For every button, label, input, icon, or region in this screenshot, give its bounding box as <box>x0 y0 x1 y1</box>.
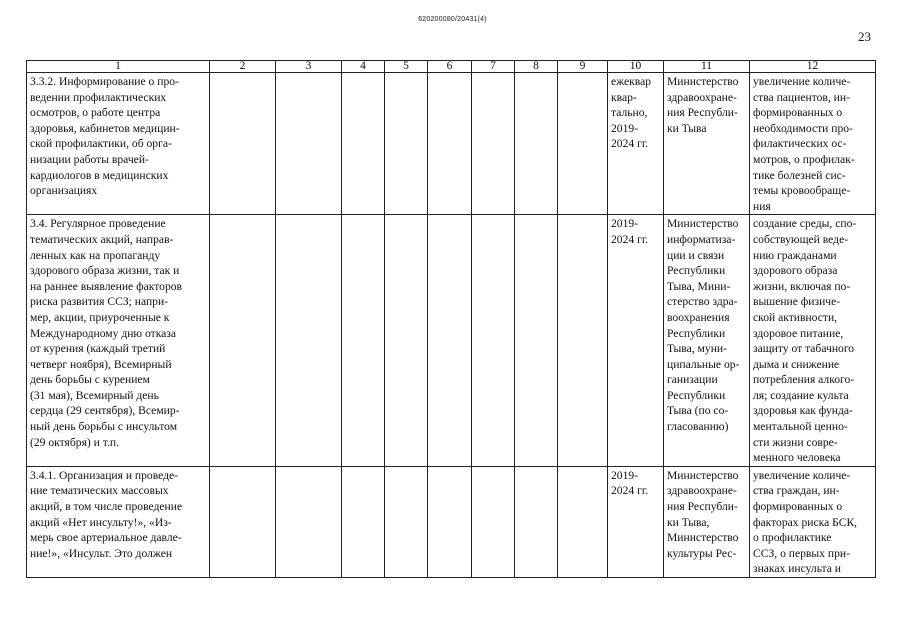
table-cell <box>472 466 515 577</box>
column-header: 12 <box>750 61 876 73</box>
result-cell: создание среды, спо- собствующей веде- нию гражданами здорового образа жизни, включая по- вышение физиче- ской активности, здоровое питание, защиту от табачного дыма и снижение потребления алкого- ля; создание культа здоровья как фунда- ментальной ценно- сти жизни совре- менного человека <box>750 215 876 467</box>
period-cell: 2019- 2024 гг. <box>608 466 664 577</box>
table-cell <box>210 73 276 215</box>
column-header: 9 <box>558 61 608 73</box>
table-cell <box>385 73 428 215</box>
table-cell <box>515 466 558 577</box>
table-cell <box>276 215 342 467</box>
table-cell <box>558 466 608 577</box>
column-header: 3 <box>276 61 342 73</box>
table-cell <box>428 215 472 467</box>
table-row <box>27 73 876 215</box>
responsible-cell: Министерство информатиза- ции и связи Республики Тыва, Мини- стерство здра- воохранения Республики Тыва, муни- ципальные ор- ганизации Республики Тыва (по со- гласованию) <box>664 215 750 467</box>
measures-table <box>26 60 876 578</box>
table-cell <box>428 466 472 577</box>
table-cell <box>210 466 276 577</box>
column-header: 1 <box>27 61 210 73</box>
column-header: 6 <box>428 61 472 73</box>
table-cell <box>515 215 558 467</box>
table-cell <box>558 215 608 467</box>
column-header: 10 <box>608 61 664 73</box>
responsible-cell: Министерство здравоохране- ния Республи- ки Тыва <box>664 73 750 215</box>
document-code: 620200080/20431(4) <box>418 16 487 23</box>
table-cell <box>342 73 385 215</box>
column-header: 7 <box>472 61 515 73</box>
period-cell: ежеквар квар- тально, 2019- 2024 гг. <box>608 73 664 215</box>
table-row <box>27 466 876 577</box>
measure-description: 3.3.2. Информирование о про- ведении профилактических осмотров, о работе центра здоровья, кабинетов медицин- ской профилактики, об орга- низации работы врачей- кардиологов в медицинских организациях <box>27 73 210 215</box>
result-cell: увеличение количе- ства пациентов, ин- формированных о необходимости про- филактических ос- мотров, о профилак- тике болезней сис- темы кровообраще- ния <box>750 73 876 215</box>
table-cell <box>342 215 385 467</box>
table-cell <box>472 215 515 467</box>
table-cell <box>385 466 428 577</box>
period-cell: 2019- 2024 гг. <box>608 215 664 467</box>
table-cell <box>342 466 385 577</box>
column-header: 2 <box>210 61 276 73</box>
result-cell: увеличение количе- ства граждан, ин- формированных о факторах риска БСК, о профилактике ССЗ, о первых при- знаках инсульта и <box>750 466 876 577</box>
table-cell <box>515 73 558 215</box>
table-cell <box>385 215 428 467</box>
table-cell <box>428 73 472 215</box>
column-number-row <box>27 61 876 73</box>
table-cell <box>210 215 276 467</box>
column-header: 11 <box>664 61 750 73</box>
table-row <box>27 215 876 467</box>
measure-description: 3.4.1. Организация и проведе- ние тематических массовых акций, в том числе проведение акций «Нет инсульту!», «Из- мерь свое артериальное давле- ние!», «Инсульт. Это должен <box>27 466 210 577</box>
table-cell <box>558 73 608 215</box>
responsible-cell: Министерство здравоохране- ния Республи- ки Тыва, Министерство культуры Рес- <box>664 466 750 577</box>
page-number: 23 <box>858 29 871 44</box>
table-cell <box>472 73 515 215</box>
column-header: 5 <box>385 61 428 73</box>
table-cell <box>276 466 342 577</box>
table-cell <box>276 73 342 215</box>
column-header: 4 <box>342 61 385 73</box>
measure-description: 3.4. Регулярное проведение тематических акций, направ- ленных как на пропаганду здорового образа жизни, так и на раннее выявление факторов риска развития ССЗ; напри- мер, акции, приуроченные к Международному дню отказа от курения (каждый третий четверг ноября), Всемирный день борьбы с курением (31 мая), Всемирный день сердца (29 сентября), Всемир- ный день борьбы с инсультом (29 октября) и т.п. <box>27 215 210 467</box>
column-header: 8 <box>515 61 558 73</box>
